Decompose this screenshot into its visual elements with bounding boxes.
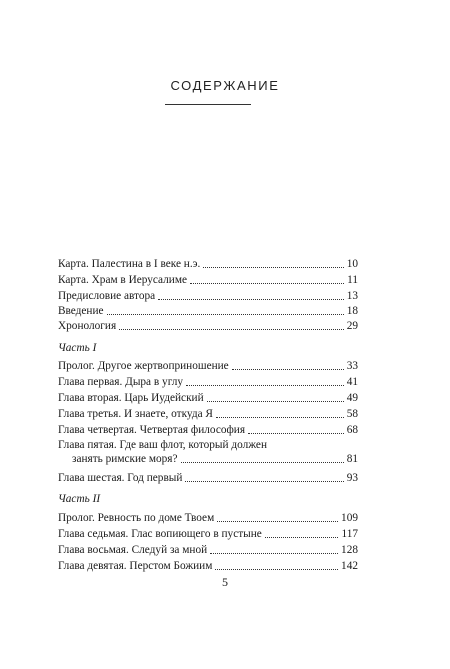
toc-entry-page: 142 bbox=[341, 560, 358, 572]
toc-entry-page: 117 bbox=[341, 528, 358, 540]
toc-entry-map-palestine[interactable] bbox=[58, 256, 358, 271]
toc-entry-title: Глава первая. Дыра в углу bbox=[58, 376, 184, 388]
toc-leader bbox=[215, 569, 338, 570]
toc-leader bbox=[107, 314, 344, 315]
toc-leader bbox=[265, 537, 339, 538]
toc-entry-title: Карта. Палестина в I веке н.э. bbox=[58, 258, 201, 270]
toc-entry-title: Пролог. Ревность по доме Твоем bbox=[58, 512, 215, 524]
toc-entry-page: 11 bbox=[347, 274, 358, 286]
toc-entry-page: 41 bbox=[346, 376, 358, 388]
part-2-label: Часть II bbox=[58, 493, 101, 505]
toc-entry-page: 128 bbox=[341, 544, 358, 556]
toc-entry-title: Карта. Храм в Иерусалиме bbox=[58, 274, 188, 286]
toc-entry-title: Глава третья. И знаете, откуда Я bbox=[58, 408, 213, 420]
toc-leader bbox=[181, 462, 344, 463]
toc-entry-page: 49 bbox=[346, 392, 358, 404]
toc-entry-title: Хронология bbox=[58, 320, 117, 332]
toc-entry-title: Глава четвертая. Четвертая философия bbox=[58, 424, 246, 436]
toc-entry-title: Глава восьмая. Следуй за мной bbox=[58, 544, 208, 556]
toc-entry-page: 13 bbox=[346, 290, 358, 302]
toc-entry-title: Глава седьмая. Глас вопиющего в пустыне bbox=[58, 528, 262, 540]
toc-entry-part1-prologue[interactable] bbox=[58, 358, 358, 373]
toc-entry-chapter-5[interactable] bbox=[58, 438, 358, 468]
toc-entry-title: Глава девятая. Перстом Божиим bbox=[58, 560, 213, 572]
toc-entry-page: 93 bbox=[346, 472, 358, 484]
toc-entry-title: Глава вторая. Царь Иудейский bbox=[58, 392, 204, 404]
toc-leader bbox=[190, 283, 344, 284]
toc-entry-page: 81 bbox=[346, 453, 358, 465]
toc-entry-title: Введение bbox=[58, 305, 104, 317]
page-title: СОДЕРЖАНИЕ bbox=[170, 78, 280, 93]
toc-entry-chapter-3[interactable] bbox=[58, 406, 358, 421]
toc-leader bbox=[217, 521, 338, 522]
table-of-contents bbox=[58, 0, 358, 669]
toc-leader bbox=[186, 385, 344, 386]
toc-entry-page: 58 bbox=[346, 408, 358, 420]
toc-leader bbox=[210, 553, 338, 554]
toc-entry-chapter-9[interactable] bbox=[58, 558, 358, 573]
toc-leader bbox=[203, 267, 343, 268]
toc-entry-page: 68 bbox=[346, 424, 358, 436]
toc-entry-chapter-6[interactable] bbox=[58, 470, 358, 485]
toc-entry-chapter-4[interactable] bbox=[58, 422, 358, 437]
toc-entry-page: 18 bbox=[346, 305, 358, 317]
toc-entry-preface[interactable] bbox=[58, 288, 358, 303]
toc-entry-introduction[interactable] bbox=[58, 303, 358, 318]
part-1-label: Часть I bbox=[58, 342, 97, 354]
page-number: 5 bbox=[222, 575, 228, 589]
toc-leader bbox=[248, 433, 344, 434]
toc-entry-title: Предисловие автора bbox=[58, 290, 156, 302]
toc-entry-chapter-8[interactable] bbox=[58, 542, 358, 557]
toc-entry-chapter-2[interactable] bbox=[58, 390, 358, 405]
toc-entry-part2-prologue[interactable] bbox=[58, 510, 358, 525]
toc-leader bbox=[119, 329, 344, 330]
toc-leader bbox=[232, 369, 344, 370]
toc-entry-chapter-7[interactable] bbox=[58, 526, 358, 541]
toc-leader bbox=[207, 401, 344, 402]
toc-entry-title: Глава шестая. Год первый bbox=[58, 472, 183, 484]
toc-entry-title-line2: занять римские моря? bbox=[72, 453, 178, 465]
toc-entry-page: 29 bbox=[346, 320, 358, 332]
toc-entry-page: 10 bbox=[346, 258, 358, 270]
toc-entry-title: Пролог. Другое жертвоприношение bbox=[58, 360, 229, 372]
toc-leader bbox=[158, 299, 344, 300]
toc-entry-chronology[interactable] bbox=[58, 318, 358, 333]
toc-entry-page: 33 bbox=[346, 360, 358, 372]
toc-leader bbox=[216, 417, 344, 418]
toc-entry-page: 109 bbox=[341, 512, 358, 524]
toc-entry-chapter-1[interactable] bbox=[58, 374, 358, 389]
toc-entry-map-temple[interactable] bbox=[58, 272, 358, 287]
toc-leader bbox=[185, 481, 343, 482]
toc-entry-title-line1: Глава пятая. Где ваш флот, который должен bbox=[58, 439, 267, 451]
